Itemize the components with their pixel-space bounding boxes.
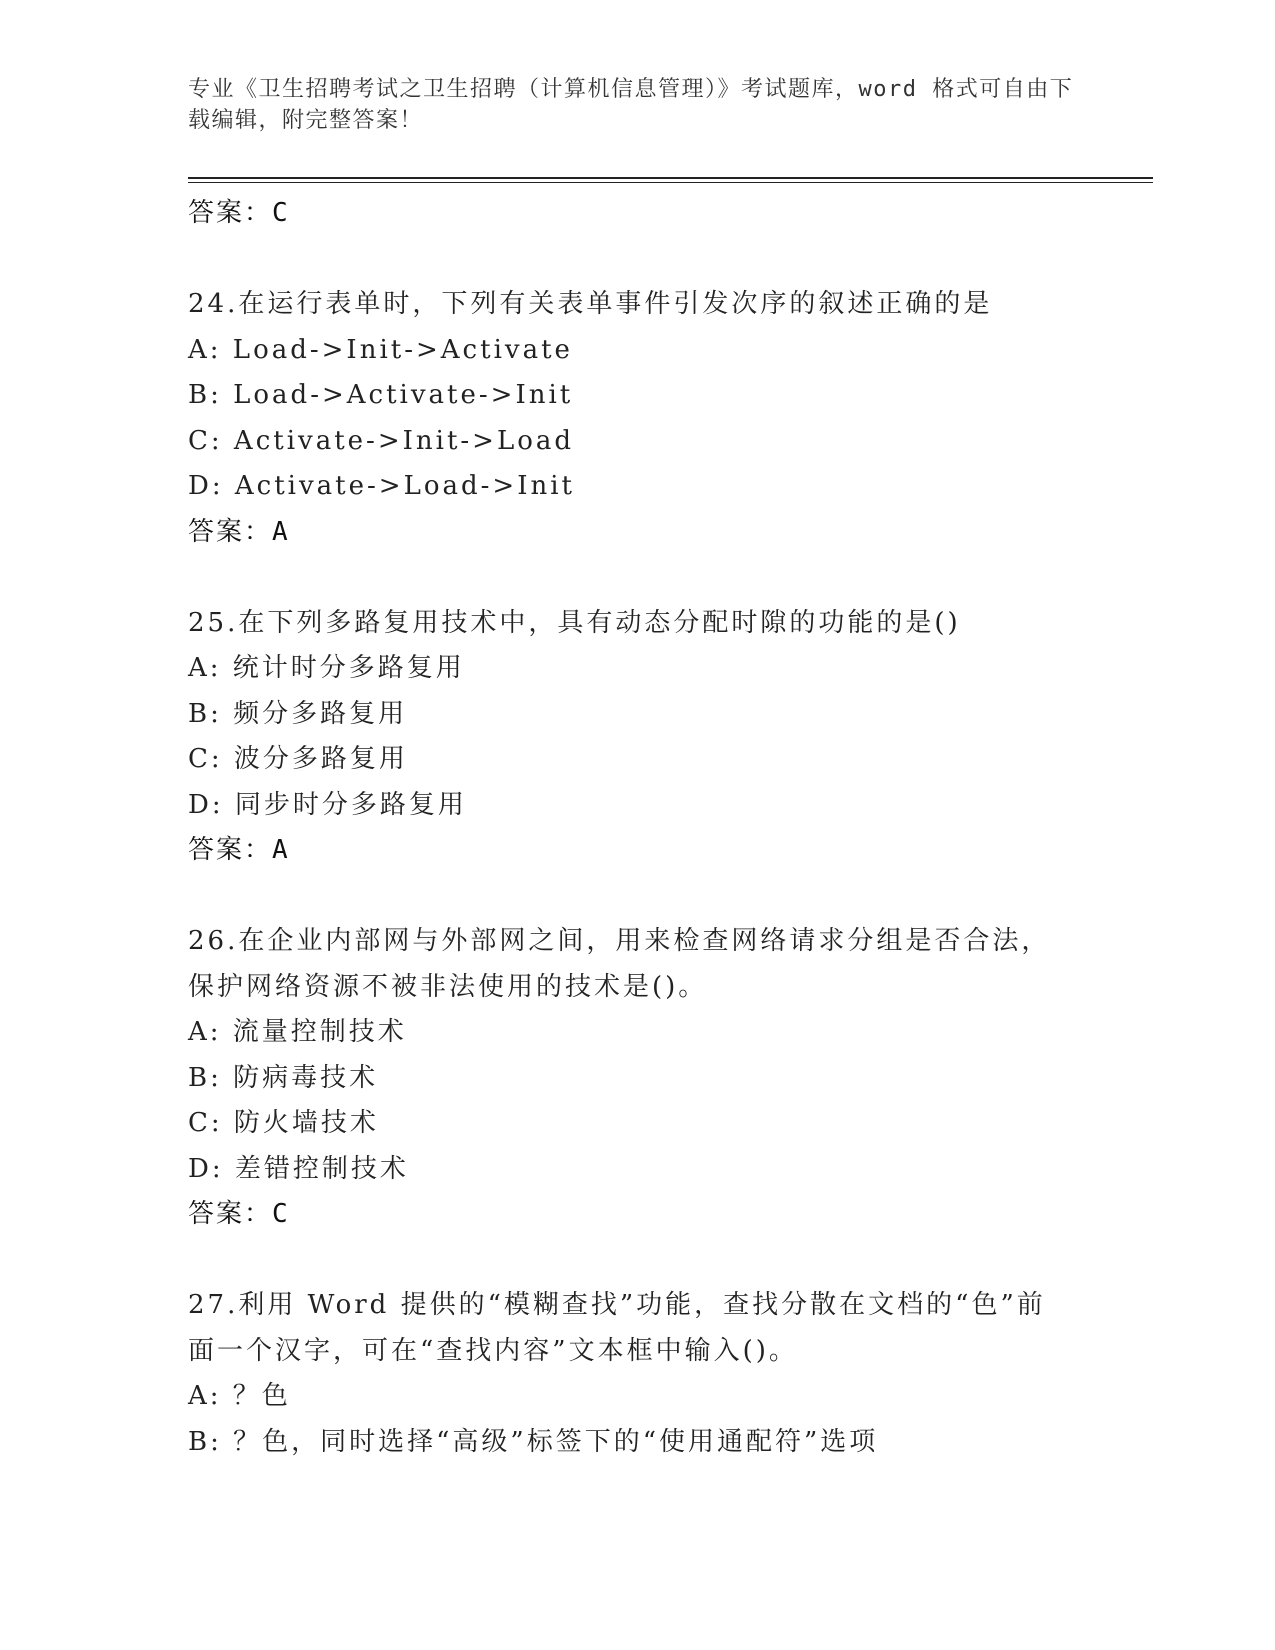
question-stem: 25.在下列多路复用技术中，具有动态分配时隙的功能的是() — [188, 607, 961, 638]
spacer — [188, 237, 1088, 283]
question-list — [188, 191, 1088, 1465]
option-b: B: 频分多路复用 — [188, 698, 408, 729]
question-block — [188, 282, 1088, 555]
option-c: C: 防火墙技术 — [188, 1108, 379, 1138]
option-a: A: 流量控制技术 — [188, 1017, 407, 1047]
option-d: D: 同步时分多路复用 — [188, 789, 467, 820]
question-stem: 26.在企业内部网与外部网之间，用来检查网络请求分组是否合法，保护网络资源不被非法使用的技术是()。 — [188, 926, 1051, 1002]
answer-text: 答案：A — [188, 835, 290, 865]
option-d: D: Activate->Load->Init — [188, 471, 575, 501]
header-rule-thin — [188, 182, 1153, 183]
spacer — [188, 874, 1088, 920]
option-a: A: ？色 — [188, 1381, 291, 1411]
answer-text: 答案：C — [188, 1199, 290, 1229]
option-b: B: Load->Activate->Init — [188, 380, 574, 410]
spacer — [188, 1238, 1088, 1284]
option-a: A: Load->Init->Activate — [188, 334, 573, 365]
option-b: B: ？色，同时选择“高级”标签下的“使用通配符”选项 — [188, 1426, 879, 1457]
document-header: 专业《卫生招聘考试之卫生招聘（计算机信息管理）》考试题库，word 格式可自由下载编辑，附完整答案！ — [188, 77, 1074, 133]
answer-text: 答案：A — [188, 516, 290, 547]
answer-text: 答案：C — [188, 198, 290, 228]
option-b: B: 防病毒技术 — [188, 1062, 379, 1093]
option-a: A: 统计时分多路复用 — [188, 653, 465, 683]
option-c: C: Activate->Init->Load — [188, 425, 575, 456]
question-stem: 27.利用 Word 提供的“模糊查找”功能，查找分散在文档的“色”前面一个汉字，可在“查找内容”文本框中输入()。 — [188, 1290, 1046, 1366]
spacer — [188, 555, 1088, 601]
question-block — [188, 1283, 1088, 1465]
question-block — [188, 919, 1088, 1238]
question-block — [188, 601, 1088, 874]
option-c: C: 波分多路复用 — [188, 744, 408, 774]
header-rule-thick — [188, 177, 1153, 179]
option-d: D: 差错控制技术 — [188, 1153, 409, 1184]
question-stem: 24.在运行表单时，下列有关表单事件引发次序的叙述正确的是 — [188, 289, 993, 319]
